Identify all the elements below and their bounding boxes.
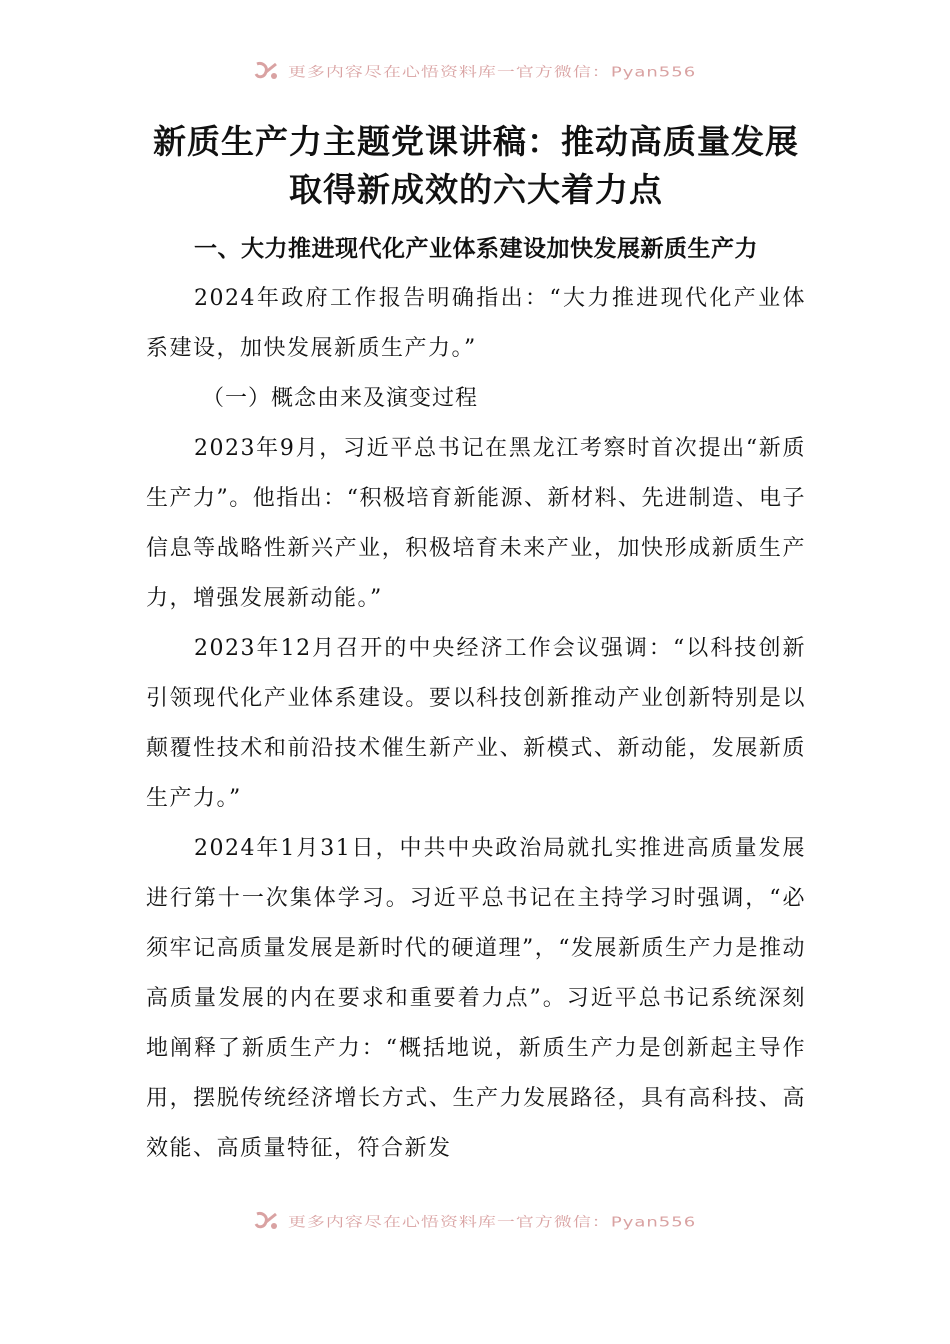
- watermark-text: 更多内容尽在心悟资料库一官方微信：Pyan556: [287, 1214, 697, 1230]
- paragraph-2: 2023年9月，习近平总书记在黑龙江考察时首次提出“新质生产力”。他指出：“积极培育新能源、新材料、先进制造、电子信息等战略性新兴产业，积极培育未来产业，加快形成新质生产力，增强发展新动能。”: [146, 436, 806, 611]
- paragraph-1: 2024年政府工作报告明确指出：“大力推进现代化产业体系建设，加快发展新质生产力。”: [146, 286, 806, 361]
- watermark-header: [0, 56, 950, 86]
- paragraph-4: 2024年1月31日，中共中央政治局就扎实推进高质量发展进行第十一次集体学习。习近平总书记在主持学习时强调，“必须牢记高质量发展是新时代的硬道理”，“发展新质生产力是推动高质量发展的内在要求和重要着力点”。习近平总书记系统深刻地阐释了新质生产力：“概括地说，新质生产力是创新起主导作用，摆脱传统经济增长方式、生产力发展路径，具有高科技、高效能、高质量特征，符合新发: [146, 836, 806, 1161]
- watermark-footer: [0, 1206, 950, 1236]
- subheading-1: （一）概念由来及演变过程: [202, 386, 479, 411]
- watermark-logo-icon: [254, 1210, 280, 1232]
- section-heading: 一、大力推进现代化产业体系建设加快发展新质生产力: [194, 236, 758, 262]
- watermark-text: 更多内容尽在心悟资料库一官方微信：Pyan556: [287, 64, 697, 80]
- paragraph-3: 2023年12月召开的中央经济工作会议强调：“以科技创新引领现代化产业体系建设。要以科技创新推动产业创新特别是以颠覆性技术和前沿技术催生新产业、新模式、新动能，发展新质生产力。”: [146, 636, 806, 811]
- document-title: 新质生产力主题党课讲稿：推动高质量发展取得新成效的六大着力点: [153, 122, 799, 209]
- document-body: [146, 118, 806, 1174]
- watermark-logo-icon: [254, 60, 280, 82]
